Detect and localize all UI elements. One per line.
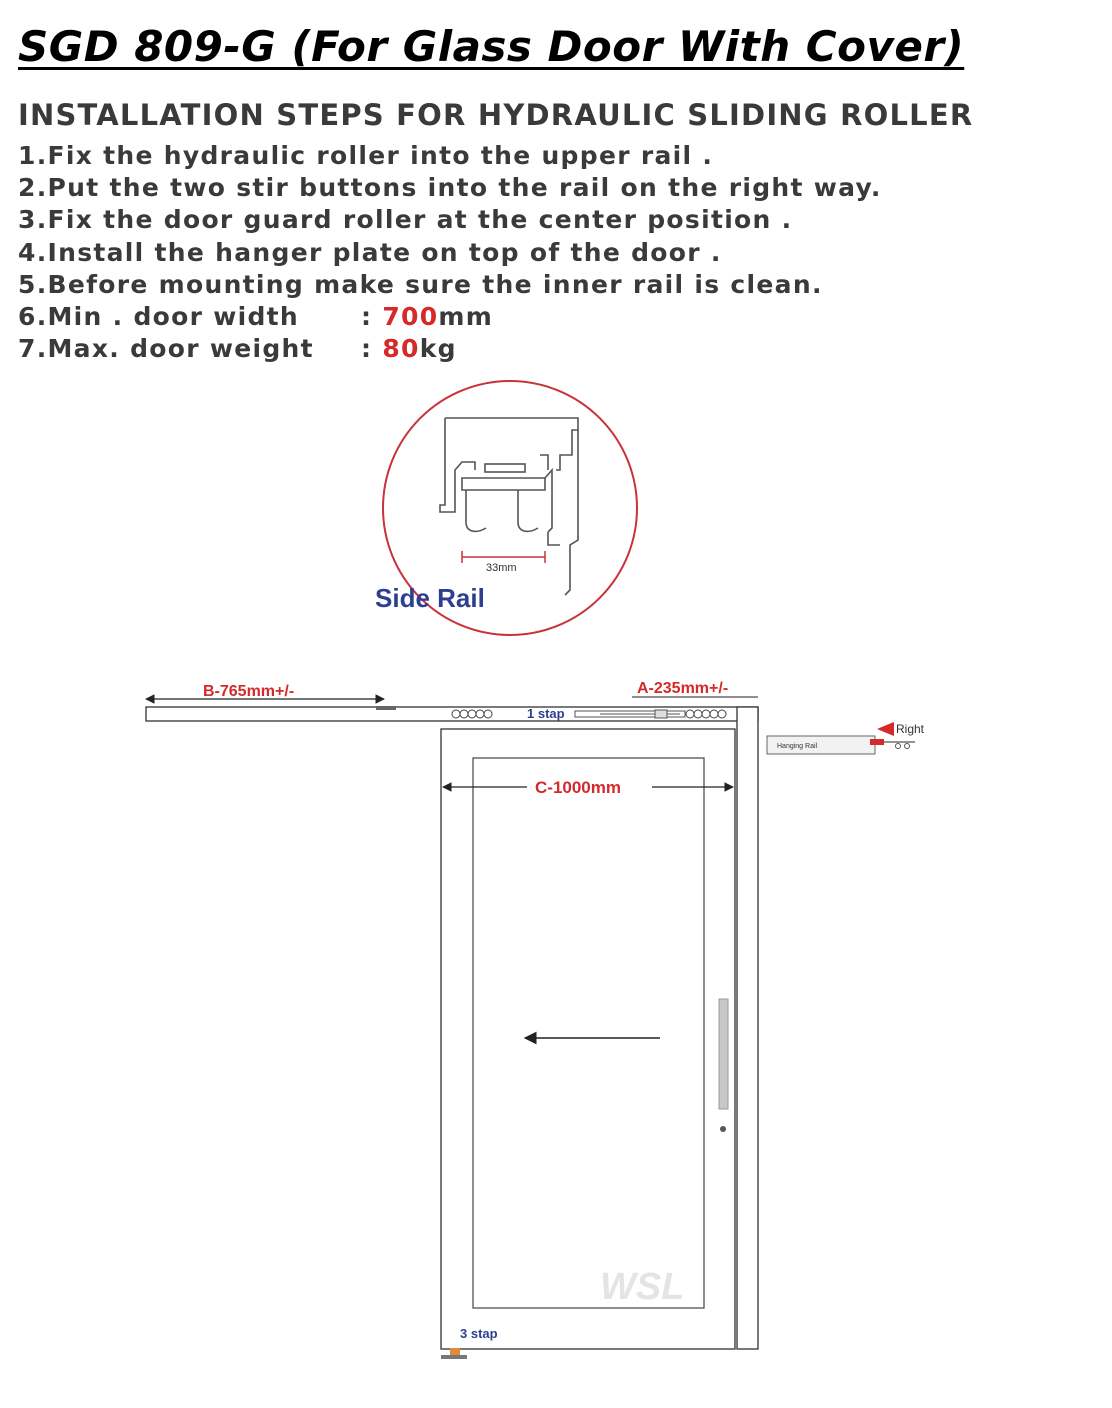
- step-item: 5.Before mounting make sure the inner rail is clean.: [18, 269, 823, 299]
- page-title: SGD 809-G (For Glass Door With Cover): [18, 22, 965, 71]
- side-rail-detail: [375, 381, 637, 635]
- stop-1-label: 1 stap: [527, 706, 565, 721]
- roller-right: [686, 710, 726, 718]
- watermark: WSL: [600, 1266, 685, 1308]
- dim-b-label: B-765mm+/-: [203, 683, 295, 700]
- stopper-b: [376, 706, 396, 710]
- installation-heading: INSTALLATION STEPS FOR HYDRAULIC SLIDING ROLLER: [18, 98, 974, 132]
- floor-guide: [450, 1348, 460, 1356]
- door-lock: [720, 1126, 726, 1132]
- door-diagram: [146, 680, 925, 1359]
- spec-min-width-value: 700: [382, 301, 439, 331]
- dim-a-label: A-235mm+/-: [637, 680, 729, 697]
- spec-separator: :: [361, 334, 383, 364]
- stop-3-label: 3 stap: [460, 1326, 498, 1341]
- frame-right-post: [737, 707, 758, 1349]
- roller-left: [452, 710, 492, 718]
- side-rail-caption: Side Rail: [375, 583, 485, 613]
- right-label: Right: [896, 722, 925, 736]
- step-item: 4.Install the hanger plate on top of the door .: [18, 237, 722, 267]
- glass-panel: [473, 758, 704, 1308]
- right-stopper: [870, 739, 884, 745]
- measure-label: 33mm: [486, 562, 517, 574]
- spec-max-weight-value: 80: [382, 334, 420, 364]
- door-handle: [719, 999, 728, 1109]
- dim-c-label: C-1000mm: [535, 778, 621, 797]
- spec-min-width-label: 6.Min . door width: [18, 301, 300, 331]
- spec-max-weight-unit: kg: [419, 334, 457, 364]
- spec-max-weight-label: 7.Max. door weight: [18, 334, 314, 364]
- spec-separator: :: [361, 301, 383, 331]
- floor-guide-base: [441, 1355, 467, 1359]
- spec-min-width-unit: mm: [438, 301, 494, 331]
- step-item: 2.Put the two stir buttons into the rail on the right way.: [18, 173, 882, 203]
- step-item: 1.Fix the hydraulic roller into the upper rail .: [18, 141, 714, 170]
- right-arrow-icon: [877, 722, 894, 736]
- step-item: 3.Fix the door guard roller at the center position .: [18, 205, 793, 235]
- hanging-rail-label: Hanging Rail: [777, 743, 818, 750]
